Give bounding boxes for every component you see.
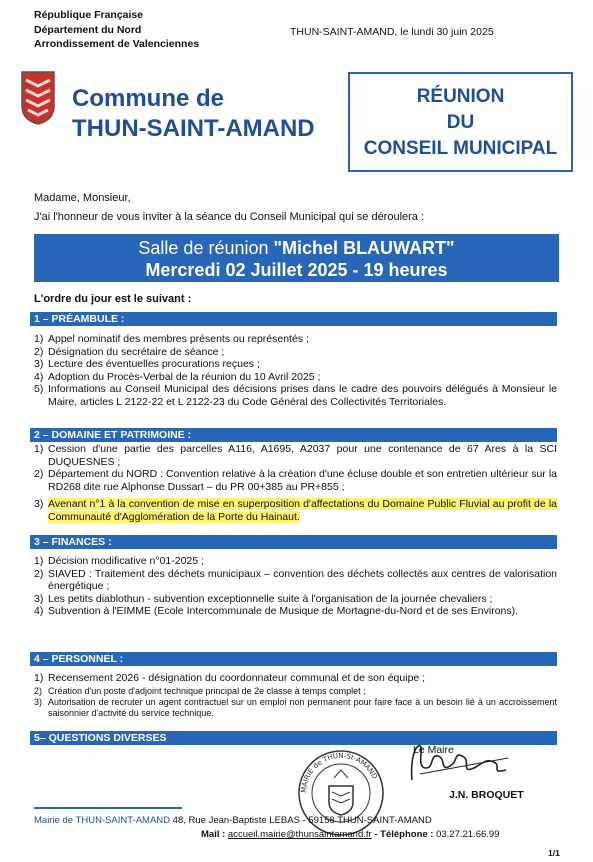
list-item (34, 333, 557, 346)
item-number: 2) (34, 567, 44, 580)
venue-banner (34, 234, 559, 282)
section-title-preambule: 1 – PRÉAMBULE : (30, 312, 557, 326)
item-text: Informations au Conseil Municipal des décisions prises dans le cadre des pouvoirs délégués à Monsieur le Maire, articles L 2122-22 et L 2122-23 du Code Général des Collectivités Territoriales. (48, 383, 557, 408)
item-text: Création d'un poste d'adjoint technique principal de 2e classe à temps complet ; (48, 686, 366, 696)
section-list-personnel-small (34, 686, 557, 719)
list-item (34, 555, 557, 568)
commune-logo-text (72, 84, 315, 144)
list-item (34, 686, 557, 697)
item-number: 2) (34, 468, 44, 481)
signatory-name: J.N. BROQUET (449, 789, 524, 801)
item-number: 3) (34, 498, 44, 511)
item-number: 3) (34, 358, 44, 371)
item-number: 2) (34, 345, 44, 358)
footer-phone: 03.27.21.66.99 (436, 829, 500, 840)
header-line: Arrondissement de Valenciennes (34, 38, 200, 50)
item-text: Département du NORD : Convention relative à la création d'une écluse double et son entretien ultérieur sur la RD268 dite rue Alphonse Dussart – du PR 00+385 au PR+855 ; (48, 468, 557, 493)
venue-datetime: Mercredi 02 Juillet 2025 - 19 heures (145, 260, 448, 280)
section-title-domaine: 2 – DOMAINE ET PATRIMOINE : (30, 428, 557, 442)
handwritten-signature-icon (390, 738, 520, 788)
item-number: 1) (34, 672, 44, 684)
venue-room-name: "Michel BLAUWART" (273, 238, 455, 258)
item-number: 1) (34, 555, 44, 567)
item-text: Désignation du secrétaire de séance ; (48, 345, 225, 358)
republic-header (34, 8, 199, 52)
list-item (34, 358, 557, 371)
invitation-text: J'ai l'honneur de vous inviter à la séance du Conseil Municipal qui se déroulera : (34, 211, 425, 223)
venue-room (34, 238, 559, 259)
footer-address-line (34, 815, 432, 826)
footer-divider (34, 807, 182, 809)
list-item (34, 498, 557, 523)
logo-line-2: THUN-SAINT-AMAND (72, 115, 315, 142)
logo-line-1: Commune de (72, 85, 225, 112)
agenda-intro: L'ordre du jour est le suivant : (34, 293, 192, 305)
item-number: 4) (34, 605, 44, 618)
footer-phone-label: - Téléphone : (371, 829, 437, 840)
list-item (34, 672, 557, 685)
list-item (34, 568, 557, 593)
item-text: Cession d'une partie des parcelles A116, A1695, A2037 pour une contenance de 67 Ares à la SCI DUQUESNES ; (48, 443, 557, 468)
header-line: Département du Nord (34, 23, 142, 36)
greeting: Madame, Monsieur, (34, 192, 131, 204)
footer-mail-link[interactable]: accueil.mairie@thunsaintamand.fr (227, 829, 372, 840)
section-title-questions: 5– QUESTIONS DIVERSES (30, 731, 557, 745)
page-number: 1/1 (548, 848, 560, 858)
list-item (34, 383, 557, 408)
item-text: Recensement 2026 - désignation du coordonnateur communal et de son équipe ; (48, 672, 426, 684)
item-text: Adoption du Procès-Verbal de la réunion du 10 Avril 2025 ; (48, 370, 321, 383)
list-item (34, 371, 557, 384)
item-number: 5) (34, 383, 44, 396)
signatory-role: Le Maire (413, 744, 454, 756)
list-item (34, 697, 557, 719)
item-text: Lecture des éventuelles procurations reçues ; (48, 358, 260, 371)
item-text-highlighted: Avenant n°1 à la convention de mise en superposition d'affectations du Domaine Public Fluvial au profit de la Communauté d'Agglomération de la Porte du Hainaut. (48, 498, 557, 523)
list-item (34, 593, 557, 606)
header-line: République Française (34, 9, 144, 21)
meeting-title-box (348, 72, 573, 172)
section-title-personnel: 4 – PERSONNEL : (30, 652, 557, 666)
list-item (34, 605, 557, 618)
item-text: Subvention à l'EIMME (Ecole Intercommunale de Musique de Mortagne-du-Nord et de ses Environs). (48, 605, 519, 618)
item-text: SIAVED : Traitement des déchets municipaux – convention des déchets collectés aux centres de valorisation énergétique ; (48, 567, 557, 593)
section-list-finances (34, 555, 557, 618)
title-line: RÉUNION (416, 86, 505, 107)
coat-of-arms-icon (20, 70, 56, 126)
footer-mail-label: Mail : (201, 829, 228, 840)
title-line: CONSEIL MUNICIPAL (363, 138, 558, 159)
item-number: 1) (34, 333, 44, 345)
item-text: Décision modificative n°01-2025 ; (48, 555, 204, 567)
item-number: 1) (34, 443, 44, 455)
footer-contact-line (201, 829, 500, 840)
item-text: Autorisation de recruter un agent contractuel sur un emploi non permanent pour faire face à un besoin lié à un accroissement saisonnier d'activité du service technique. (48, 697, 557, 718)
item-number: 3) (34, 592, 44, 605)
item-number: 2) (34, 686, 43, 696)
list-item (34, 346, 557, 359)
place-and-date: THUN-SAINT-AMAND, le lundi 30 juin 2025 (290, 26, 494, 38)
section-list-preambule (34, 333, 557, 409)
list-item (34, 443, 557, 468)
list-item (34, 468, 557, 493)
item-text: Les petits diablothun - subvention exceptionnelle suite à l'organisation de la journée chevaliers ; (48, 592, 493, 605)
section-list-personnel (34, 672, 557, 685)
stamp-text: MAIRIE de THUN-St-AMAND (299, 751, 379, 794)
item-number: 3) (34, 697, 43, 707)
title-line: DU (446, 112, 475, 133)
venue-room-prefix: Salle de réunion (138, 238, 274, 258)
section-title-finances: 3 – FINANCES : (30, 535, 557, 549)
footer-address: 48, Rue Jean-Baptiste LEBAS - 59158 THUN-SAINT-AMAND (170, 815, 432, 826)
item-text: Appel nominatif des membres présents ou représentés ; (48, 333, 309, 345)
footer-org-name: Mairie de THUN-SAINT-AMAND (34, 815, 171, 826)
item-number: 4) (34, 370, 44, 383)
section-list-domaine (34, 443, 557, 524)
